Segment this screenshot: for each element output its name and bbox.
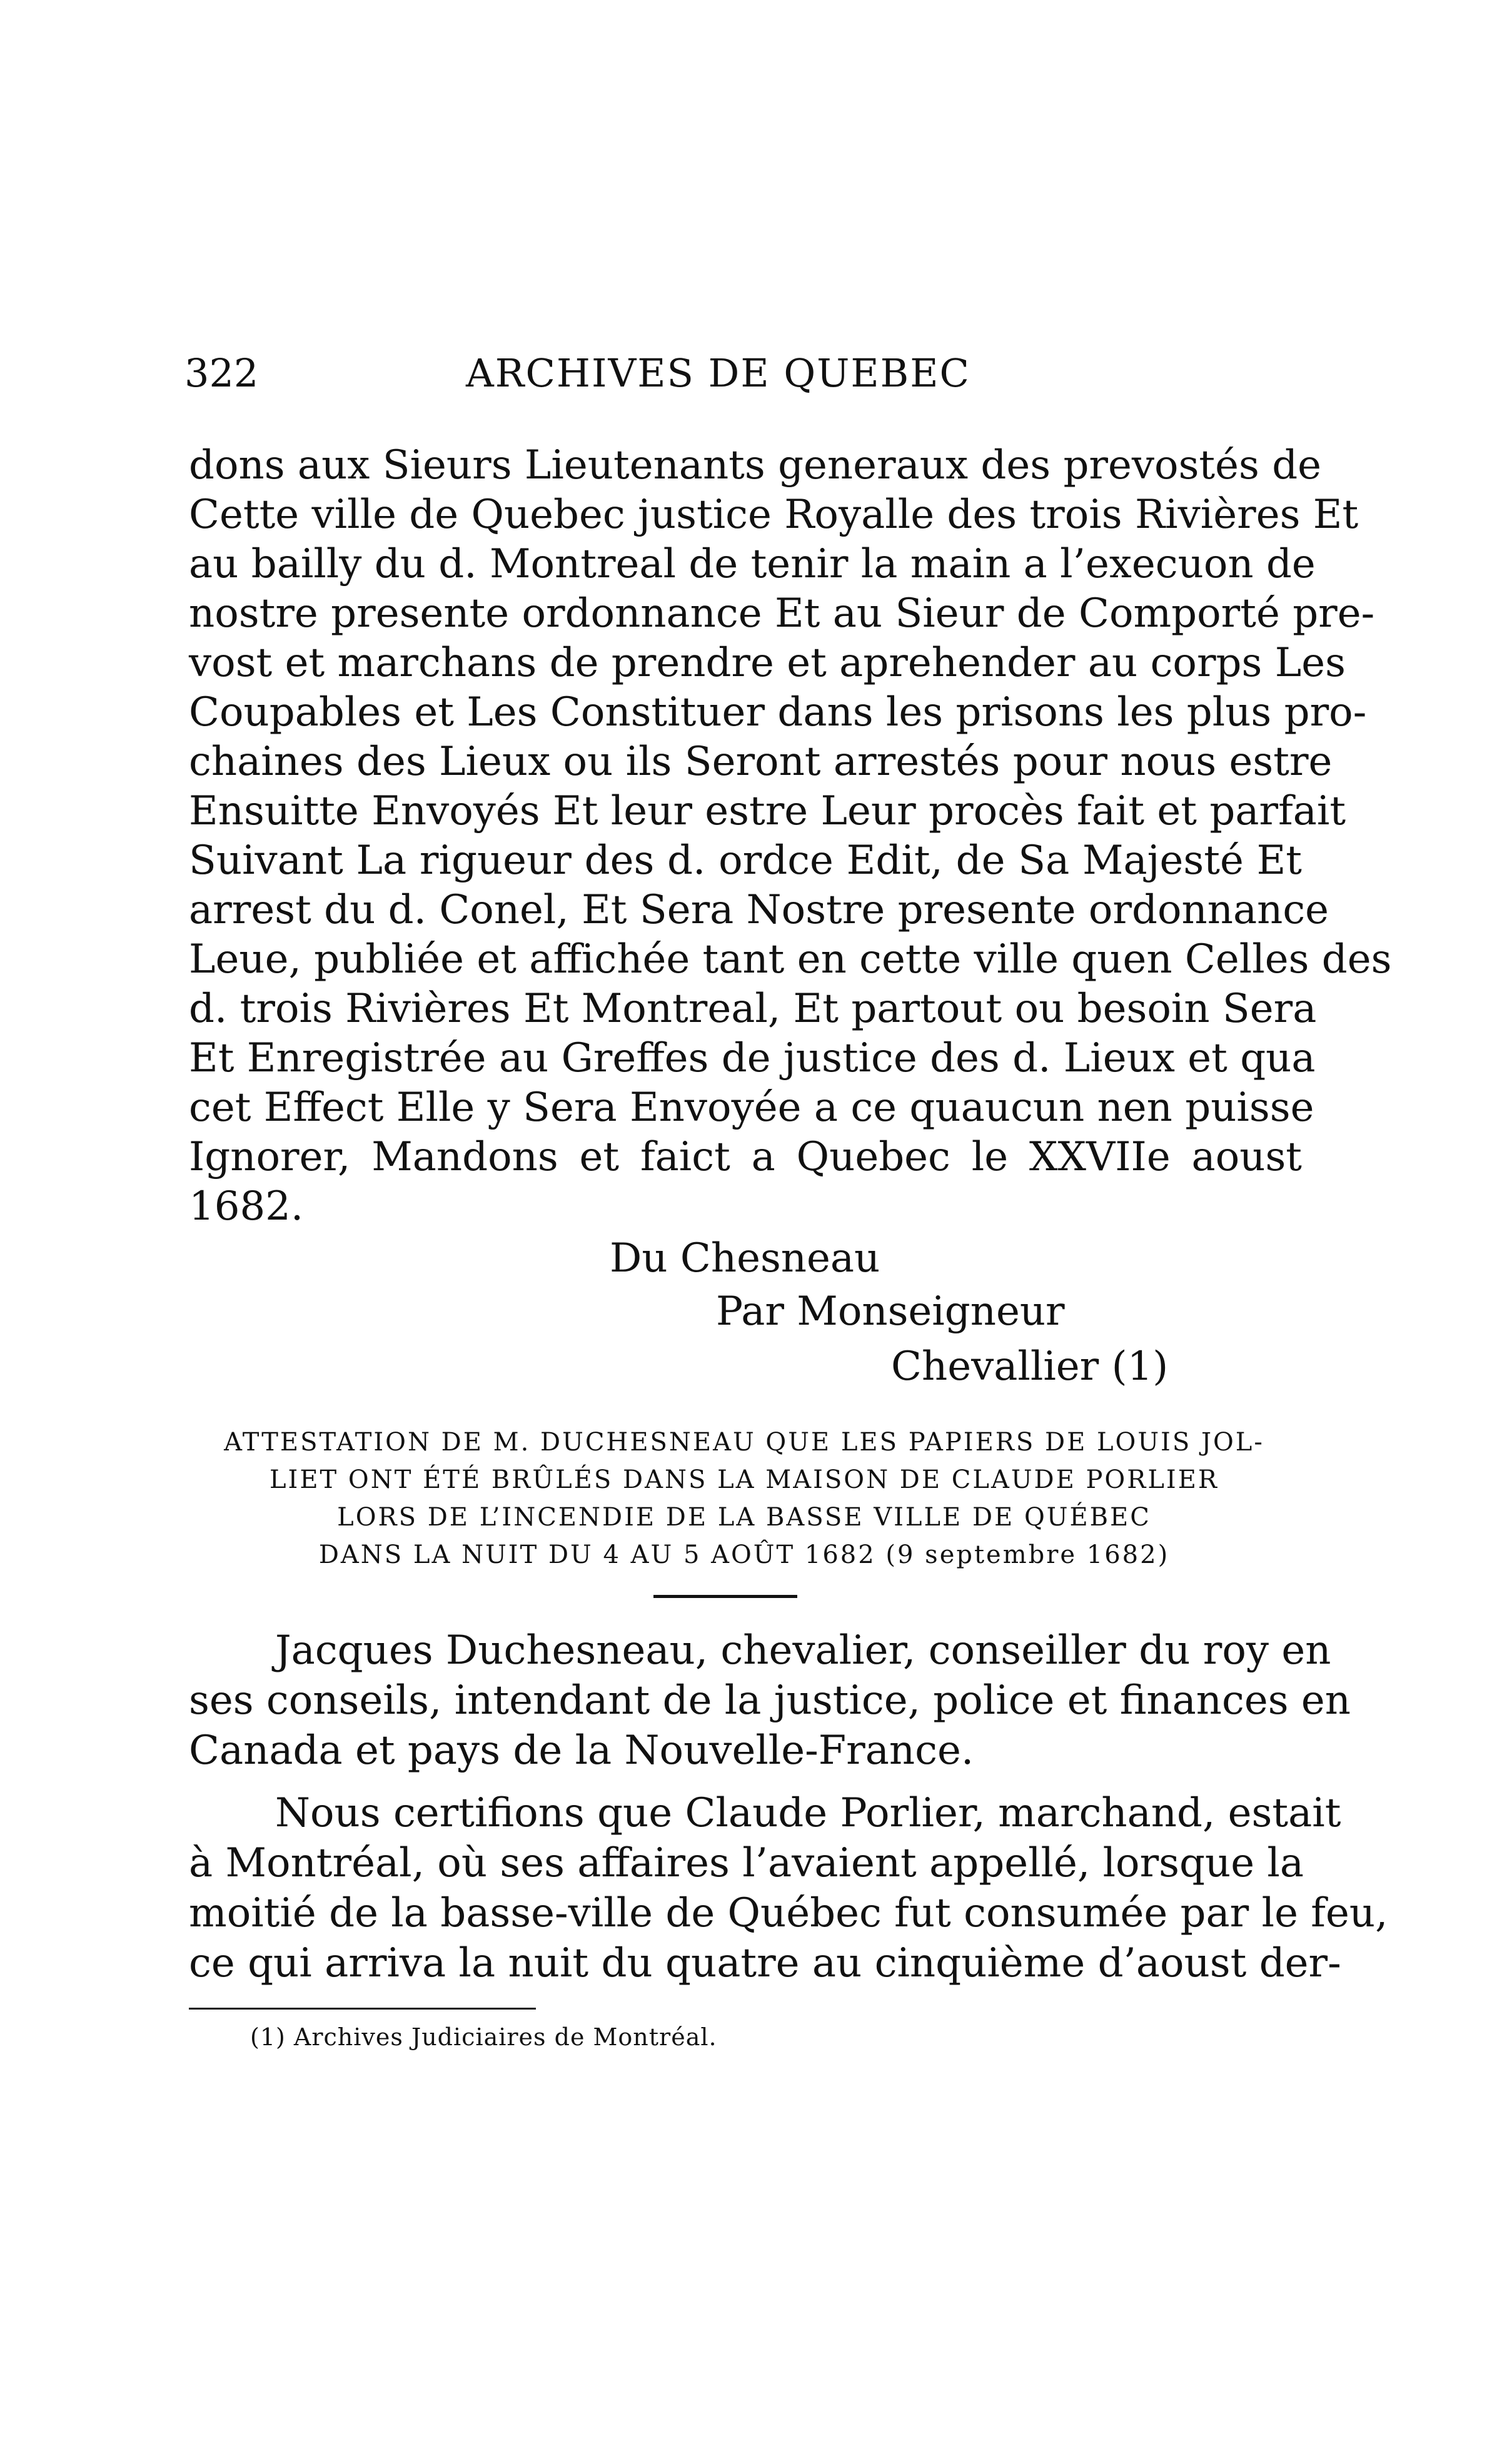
- body-line: chaines des Lieux ou ils Seront arrestés pour nous estre: [189, 739, 1333, 785]
- body-line: Ensuitte Envoyés Et leur estre Leur procès fait et parfait: [189, 788, 1346, 834]
- body-line: Et Enregistrée au Greffes de justice des d. Lieux et qua: [189, 1035, 1316, 1081]
- footnote-rule: [189, 2008, 536, 2010]
- footnote: (1) Archives Judiciaires de Montréal.: [250, 2023, 717, 2051]
- body-line: cet Effect Elle y Sera Envoyée a ce quaucun nen puisse: [189, 1085, 1314, 1131]
- heading-line: DANS LA NUIT DU 4 AU 5 AOÛT 1682 (9 septembre 1682): [318, 1540, 1170, 1569]
- heading-line: ATTESTATION DE M. DUCHESNEAU QUE LES PAPIERS DE LOUIS JOL-: [224, 1428, 1264, 1457]
- body-line: Ignorer, Mandons et faict a Quebec le XXVIIe aoust: [189, 1134, 1302, 1180]
- signature-par-monseigneur: Par Monseigneur: [716, 1288, 1065, 1335]
- body-line: vost et marchans de prendre et aprehender au corps Les: [189, 640, 1346, 686]
- body-line-last: 1682.: [189, 1183, 304, 1230]
- body-line: arrest du d. Conel, Et Sera Nostre presente ordonnance: [189, 887, 1329, 933]
- body-line: Suivant La rigueur des d. ordce Edit, de Sa Majesté Et: [189, 837, 1302, 884]
- paragraph-line: Nous certifions que Claude Porlier, marchand, estait: [275, 1790, 1341, 1836]
- paragraph-line: à Montréal, où ses affaires l’avaient appellé, lorsque la: [189, 1840, 1304, 1886]
- paragraph-line: moitié de la basse-ville de Québec fut consumée par le feu,: [189, 1890, 1388, 1936]
- paragraph-line: Jacques Duchesneau, chevalier, conseiller du roy en: [275, 1627, 1331, 1674]
- body-line: d. trois Rivières Et Montreal, Et partout ou besoin Sera: [189, 986, 1317, 1032]
- paragraph-line: ses conseils, intendant de la justice, police et finances en: [189, 1677, 1351, 1724]
- body-line: Leue, publiée et affichée tant en cette ville quen Celles des: [189, 936, 1392, 983]
- body-line: dons aux Sieurs Lieutenants generaux des prevostés de: [189, 442, 1322, 488]
- body-line: au bailly du d. Montreal de tenir la main a l’execuon de: [189, 541, 1316, 587]
- heading-line: LORS DE L’INCENDIE DE LA BASSE VILLE DE QUÉBEC: [337, 1503, 1151, 1532]
- body-line: Coupables et Les Constituer dans les prisons les plus pro-: [189, 689, 1367, 736]
- body-line: Cette ville de Quebec justice Royalle des trois Rivières Et: [189, 492, 1359, 538]
- heading-line: LIET ONT ÉTÉ BRÛLÉS DANS LA MAISON DE CLAUDE PORLIER: [269, 1465, 1219, 1494]
- body-line: nostre presente ordonnance Et au Sieur de Comporté pre-: [189, 590, 1375, 637]
- page-number: 322: [184, 350, 259, 396]
- signature-du-chesneau: Du Chesneau: [610, 1235, 880, 1282]
- section-divider: [653, 1595, 797, 1598]
- running-header-title: ARCHIVES DE QUEBEC: [466, 350, 970, 396]
- paragraph-line: ce qui arriva la nuit du quatre au cinquième d’aoust der-: [189, 1940, 1341, 1986]
- signature-chevallier: Chevallier (1): [891, 1343, 1169, 1390]
- paragraph-line-last: Canada et pays de la Nouvelle-France.: [189, 1727, 974, 1774]
